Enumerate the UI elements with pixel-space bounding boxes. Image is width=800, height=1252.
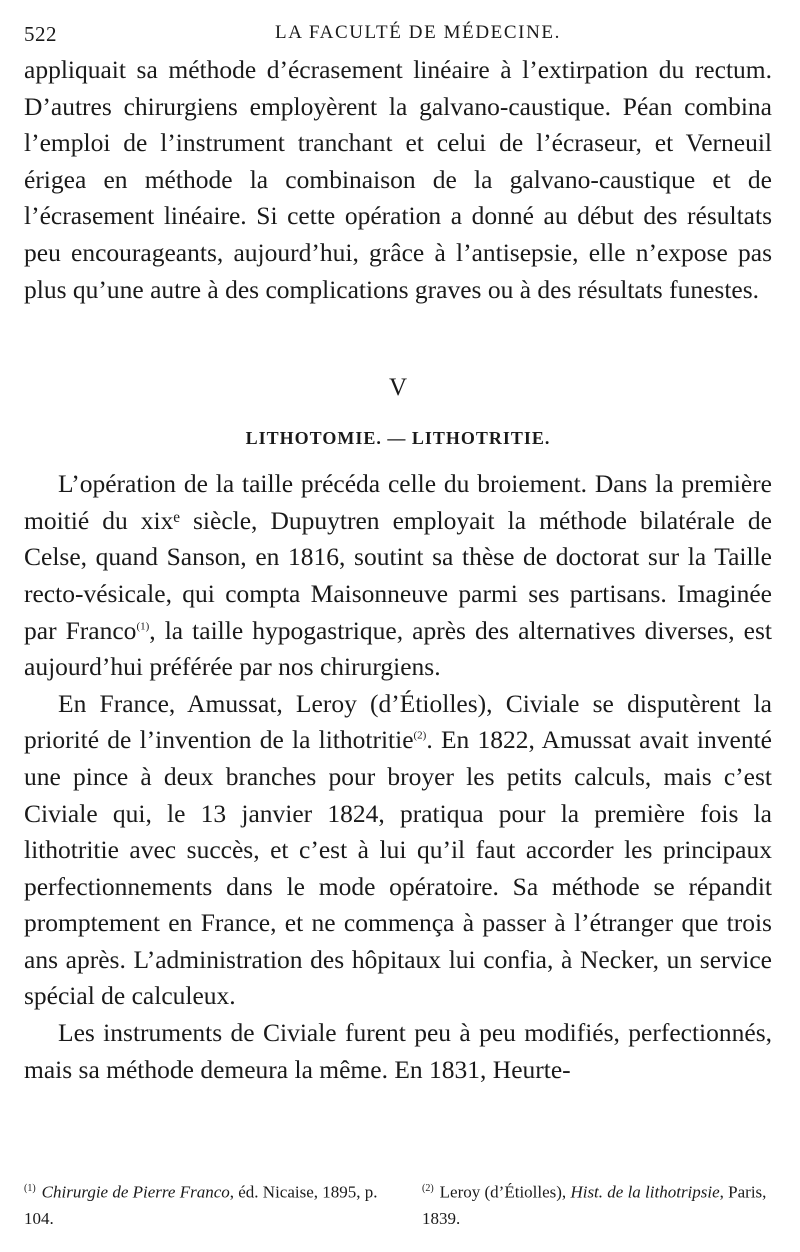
footnote-2-mark: (2) <box>422 1183 434 1194</box>
footnote-1-mark: (1) <box>24 1183 36 1194</box>
footnote-2-title: Hist. de la lithotripsie <box>570 1182 720 1202</box>
paragraph-lithotritie-text-2: . En 1822, Amussat avait inventé une pince à deux branches pour broyer les petits calculs, mais c’est Civiale qui, le 13 janvier 1824, pratiqua pour la première fois la lithotritie avec succès, et c’est à lui qu’il faut accorder les principaux perfectionnements dans le mode opératoire. Sa méthode se répandit promptement en France, et ne commença à passer à l’étranger que trois ans après. L’administration des hôpitaux lui confia, à Necker, un service spécial de calculeux. <box>24 725 772 1011</box>
intro-paragraph: appliquait sa méthode d’écrasement linéaire à l’extirpation du rectum. D’autres chirurgiens employèrent la galvano-caustique. Péan combina l’emploi de l’instrument tranchant et celui de l’écraseur, et Verneuil érigea en méthode la combinaison de la galvano-caustique et de l’écrasement linéaire. Si cette opération a donné au début des résultats peu encourageants, aujourd’hui, grâce à l’antisepsie, elle n’expose pas plus qu’une autre à des complications graves ou à des résultats funestes. <box>24 55 772 304</box>
footnote-1 <box>24 1176 384 1232</box>
footnote-ref-2: (2) <box>413 729 427 742</box>
paragraph-taille-text-1: L’opération de la taille précéda celle du broiement. Dans la première moitié du xixᵉ siècle, Dupuytren employait la méthode bilatérale de Celse, quand Sanson, en 1816, soutint sa thèse de doctorat sur la Taille recto-vésicale, qui compta Maisonneuve parmi ses partisans. Imaginée par Franco <box>24 469 772 645</box>
section-number: V <box>388 374 408 402</box>
footnote-1-rest: , éd. Nicaise, 1895, p. 104. <box>24 1182 378 1228</box>
footnotes <box>24 1176 772 1232</box>
page-number: 522 <box>24 22 57 46</box>
running-title: LA FACULTÉ DE MÉDECINE. <box>275 22 561 43</box>
paragraph-lithotritie <box>24 686 772 1015</box>
paragraph-lithotritie-text-1: En France, Amussat, Leroy (d’Étiolles), Civiale se disputèrent la priorité de l’invention de la lithotritie <box>24 688 772 755</box>
footnote-1-title: Chirurgie de Pierre Franco <box>41 1182 230 1202</box>
paragraph-instruments: Les instruments de Civiale furent peu à peu modifiés, perfectionnés, mais sa méthode demeura la même. En 1831, Heurte- <box>24 1018 772 1084</box>
section-gap <box>24 308 772 366</box>
paragraph-taille <box>24 466 772 686</box>
section-title: LITHOTOMIE. — LITHOTRITIE. <box>245 428 551 449</box>
body-text <box>24 52 772 1088</box>
book-page <box>24 18 772 1238</box>
footnote-2-author: Leroy (d’Étiolles), <box>439 1182 571 1202</box>
footnote-2 <box>422 1176 772 1232</box>
footnote-2-rest: , Paris, 1839. <box>422 1182 767 1228</box>
paragraph-taille-text-2: , la taille hypogastrique, après des alternatives diverses, est aujourd’hui préférée par nos chirurgiens. <box>24 615 772 682</box>
footnote-ref-1: (1) <box>136 620 150 633</box>
running-head <box>24 18 772 52</box>
